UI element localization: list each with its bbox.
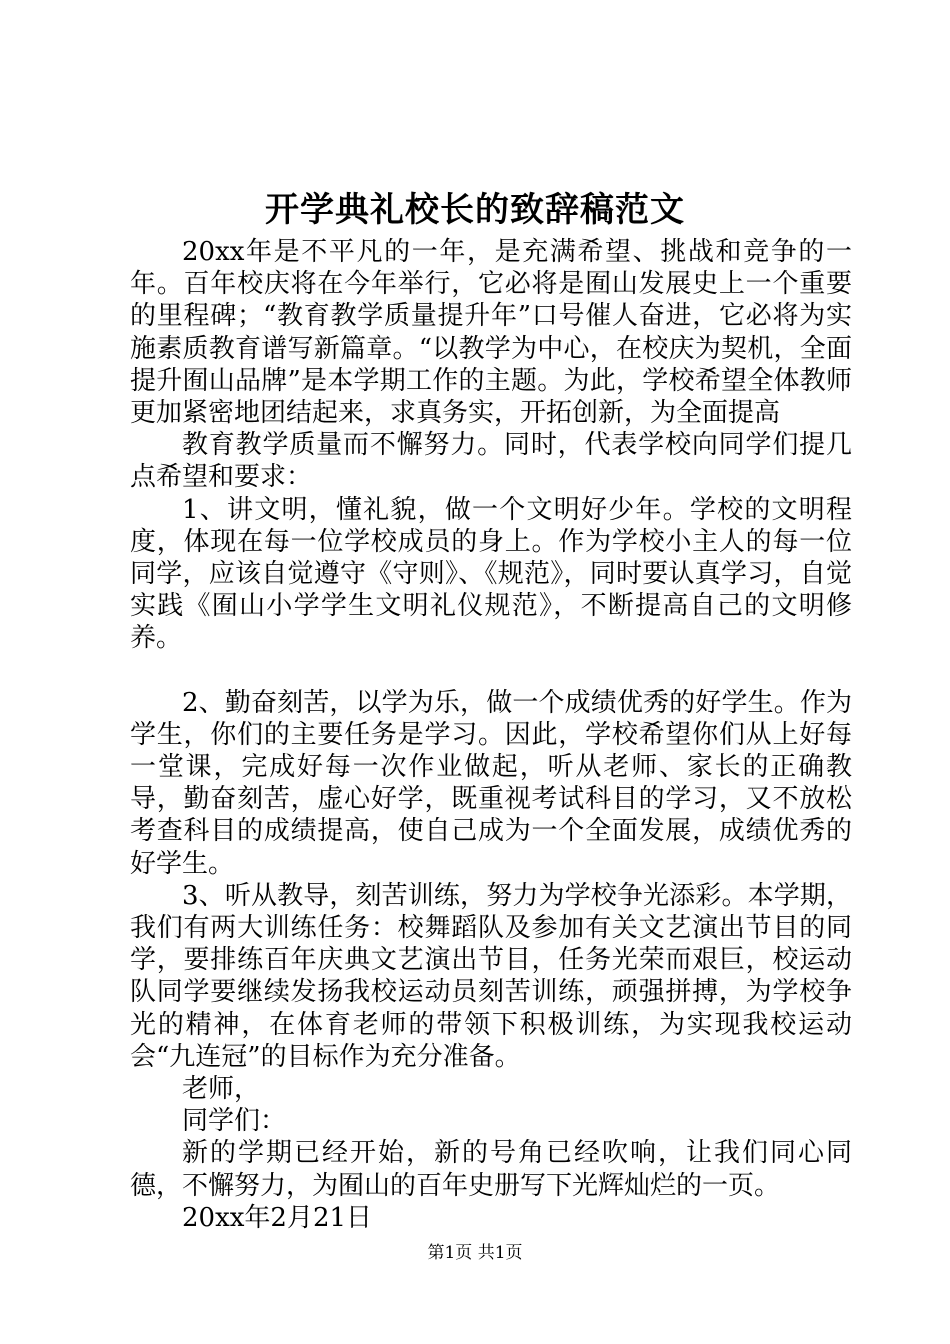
paragraph-point-1: 1、讲文明，懂礼貌，做一个文明好少年。学校的文明程度，体现在每一位学校成员的身上。作为学校小主人的每一位同学，应该自觉遵守《守则》、《规范》，同时要认真学习，自觉实践《囿山小学学生文明礼仪规范》，不断提高自己的文明修养。	[130, 494, 852, 654]
document-date: 20xx年2月21日	[182, 1202, 373, 1233]
paragraph-point-2: 2、勤奋刻苦，以学为乐，做一个成绩优秀的好学生。作为学生，你们的主要任务是学习。因此，学校希望你们从上好每一堂课，完成好每一次作业做起，听从老师、家长的正确教导，勤奋刻苦，虚心好学，既重视考试科目的学习，又不放松考查科目的成绩提高，使自己成为一个全面发展，成绩优秀的好学生。	[130, 687, 852, 879]
paragraph-intro-continued: 教育教学质量而不懈努力。同时，代表学校向同学们提几点希望和要求：	[130, 430, 852, 493]
paragraph-closing: 新的学期已经开始，新的号角已经吹响，让我们同心同德，不懈努力，为囿山的百年史册写下光辉灿烂的一页。	[130, 1138, 852, 1201]
document-title: 开学典礼校长的致辞稿范文	[265, 190, 685, 230]
paragraph-point-3: 3、听从教导，刻苦训练，努力为学校争光添彩。本学期，我们有两大训练任务：校舞蹈队及参加有关文艺演出节目的同学，要排练百年庆典文艺演出节目，任务光荣而艰巨，校运动队同学要继续发扬我校运动员刻苦训练，顽强拼搏，为学校争光的精神，在体育老师的带领下积极训练，为实现我校运动会“九连冠”的目标作为充分准备。	[130, 880, 852, 1072]
document-body	[130, 236, 852, 1234]
salutation-teachers: 老师，	[182, 1074, 261, 1105]
salutation-students: 同学们：	[182, 1106, 287, 1137]
page-footer: 第1页 共1页	[427, 1243, 523, 1263]
paragraph-intro: 20xx年是不平凡的一年，是充满希望、挑战和竞争的一年。百年校庆将在今年举行，它必将是囿山发展史上一个重要的里程碑；“教育教学质量提升年”口号催人奋进，它必将为实施素质教育谱写新篇章。“以教学为中心，在校庆为契机，全面提升囿山品牌”是本学期工作的主题。为此，学校希望全体教师更加紧密地团结起来，求真务实，开拓创新，为全面提高	[130, 237, 852, 429]
